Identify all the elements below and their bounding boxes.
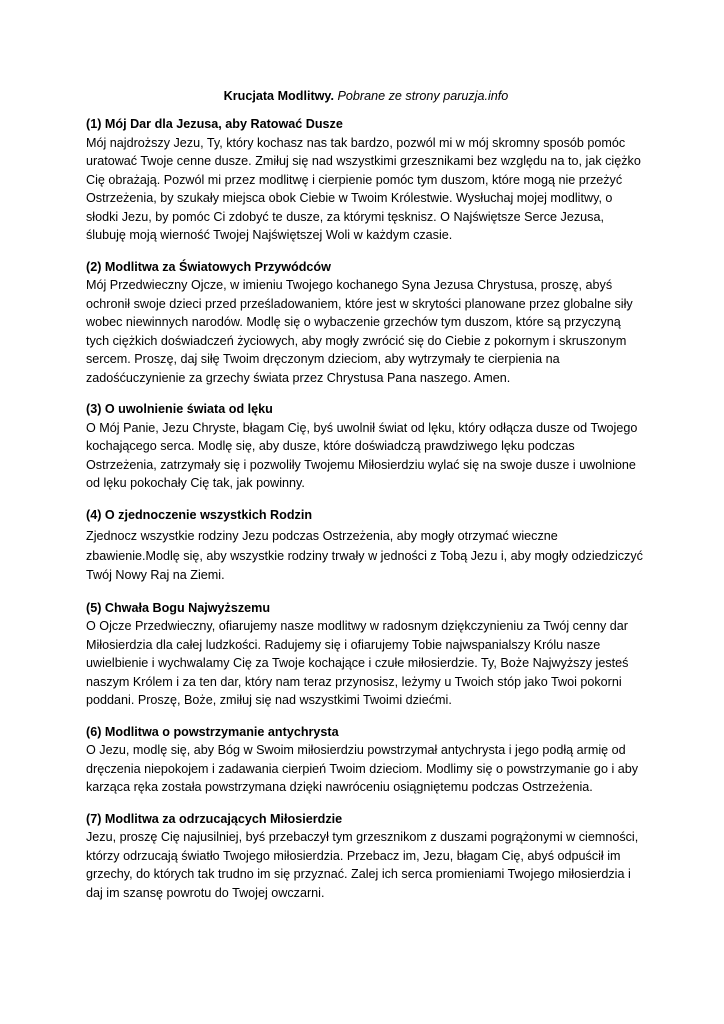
prayer-section-5 xyxy=(86,599,646,710)
section-body: O Ojcze Przedwieczny, ofiarujemy nasze modlitwy w radosnym dziękczynieniu za Twój cenny dar Miłosierdzia dla całej ludzkości. Radujemy się i ofiarujemy Tobie najwspanialszy Królu nasze uwielbienie i wychwalamy Cię za Twoje kochające i czułe miłosierdzie. Ty, Boże Najwyższy jesteś naszym Królem i za ten dar, który nam teraz przynosisz, leżymy u Twoich stóp jako Twoi pokorni poddani. Proszę, Boże, zmiłuj się nad wszystkimi Twoimi dziećmi. xyxy=(86,619,629,707)
prayer-section-2 xyxy=(86,258,646,388)
document-page xyxy=(86,88,646,915)
section-heading: (2) Modlitwa za Światowych Przywódców xyxy=(86,259,331,274)
section-heading: (3) O uwolnienie świata od lęku xyxy=(86,402,273,416)
prayer-section-6 xyxy=(86,723,646,797)
document-title xyxy=(86,88,646,105)
prayer-section-7 xyxy=(86,810,646,903)
prayer-section-1 xyxy=(86,115,646,245)
section-heading: (1) Mój Dar dla Jezusa, aby Ratować Dusze xyxy=(86,117,343,131)
section-heading: (7) Modlitwa za odrzucających Miłosierdzie xyxy=(86,811,343,826)
title-source: Pobrane ze strony paruzja.info xyxy=(337,89,509,103)
section-body: Jezu, proszę Cię najusilniej, byś przebaczył tym grzesznikom z duszami pogrążonymi w ciemności, którzy odrzucają światło Twojego miłosierdzia. Przebacz im, Jezu, błagam Cię, abyś odpuścił im grzechy, do których tak trudno im się przyznać. Zalej ich serca promieniami Twojego miłosierdzia i daj im szansę powrotu do Twojej owczarni. xyxy=(86,830,639,900)
section-body: O Jezu, modlę się, aby Bóg w Swoim miłosierdziu powstrzymał antychrysta i jego podłą armię od dręczenia niepokojem i zadawania cierpień Twoim dzieciom. Modlimy się o powstrzymanie go i aby karząca ręka została powstrzymana dzięki nawróceniu osiągniętemu podczas Ostrzeżenia. xyxy=(86,743,639,794)
title-main: Krucjata Modlitwy. xyxy=(223,89,334,103)
section-heading: (5) Chwała Bogu Najwyższemu xyxy=(86,600,271,615)
section-body: Mój Przedwieczny Ojcze, w imieniu Twojego kochanego Syna Jezusa Chrystusa, proszę, abyś ochronił swoje dzieci przed prześladowaniem, które jest w skrytości planowane przez globalne siły wobec niewinnych narodów. Modlę się o wybaczenie grzechów tym duszom, które są przyczyną tych ciężkich doświadczeń życiowych, aby mogły zwrócić się do Ciebie z pokornym i skruszonym sercem. Proszę, daj siłę Twoim dręczonym dzieciom, aby wytrzymały te cierpienia na zadośćuczynienie za grzechy świata przez Chrystusa Pana naszego. Amen. xyxy=(86,278,633,385)
section-heading: (6) Modlitwa o powstrzymanie antychrysta xyxy=(86,724,339,739)
prayer-section-4 xyxy=(86,506,646,586)
section-body: O Mój Panie, Jezu Chryste, błagam Cię, byś uwolnił świat od lęku, który odłącza dusze od Twojego kochającego serca. Modlę się, aby dusze, które doświadczą prawdziwego lęku podczas Ostrzeżenia, zatrzymały się i pozwoliły Twojemu Miłosierdziu wylać się na swoje dusze i uwolnione od lęku pokochały Cię tak, jak powinny. xyxy=(86,420,638,490)
prayer-section-3 xyxy=(86,400,646,493)
section-body: Mój najdroższy Jezu, Ty, który kochasz nas tak bardzo, pozwól mi w mój skromny sposób pomóc uratować Twoje cenne dusze. Zmiłuj się nad wszystkimi grzesznikami bez względu na to, jak ciężko Cię obrażają. Pozwól mi przez modlitwę i cierpienie pomóc tym duszom, które mogą nie przeżyć Ostrzeżenia, by szukały miejsca obok Ciebie w Twoim Królestwie. Wysłuchaj mojej modlitwy, o słodki Jezu, by pomóc Ci zdobyć te dusze, za którymi tęsknisz. O Najświętsze Serce Jezusa, ślubuję moją wierność Twojej Najświętszej Woli w każdym czasie. xyxy=(86,135,641,242)
section-body: Zjednocz wszystkie rodziny Jezu podczas Ostrzeżenia, aby mogły otrzymać wieczne zbawienie.Modlę się, aby wszystkie rodziny trwały w jedności z Tobą Jezu i, aby mogły odziedziczyć Twój Nowy Raj na Ziemi. xyxy=(86,529,643,582)
section-heading: (4) O zjednoczenie wszystkich Rodzin xyxy=(86,507,313,522)
